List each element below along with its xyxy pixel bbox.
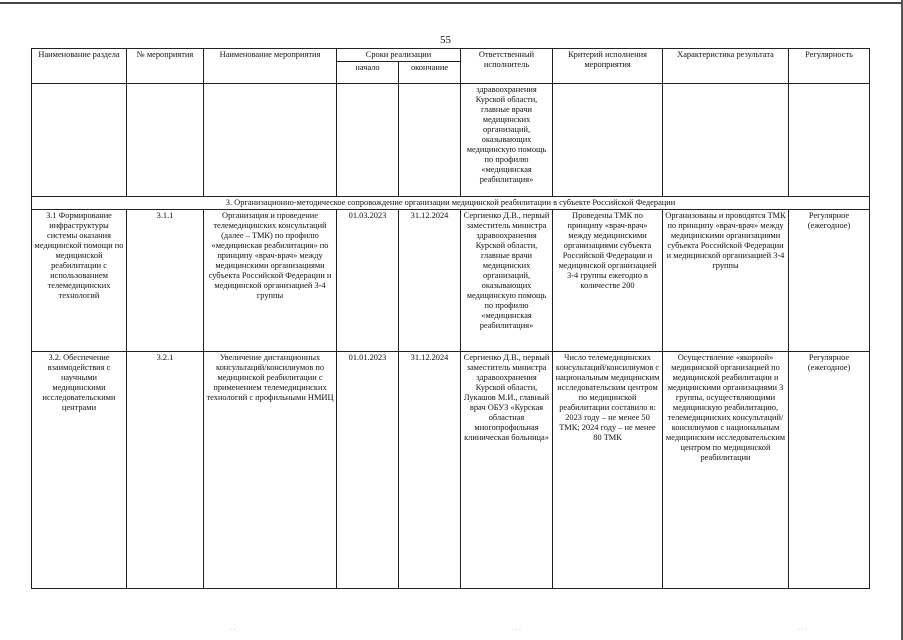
header-terms: Сроки реализации <box>337 49 461 62</box>
header-start: начало <box>337 62 399 84</box>
scan-mark: · · · <box>798 627 807 633</box>
row-end: 31.12.2024 <box>399 352 461 589</box>
scan-top-border <box>0 2 903 4</box>
section-title: 3. Организационно-методическое сопровождение организации медицинской реабилитации в субъекте Российской Федерации <box>32 197 870 210</box>
row-end: 31.12.2024 <box>399 210 461 352</box>
row-result: Организованы и проводятся ТМК по принципу «врач-врач» между медицинскими организациями субъекта Российской Федерации и медицинской организацией 3-4 группы <box>663 210 789 352</box>
page-number: 55 <box>440 34 451 46</box>
header-regularity: Регулярность <box>789 49 870 84</box>
header-result: Характеристика результата <box>663 49 789 84</box>
row-name: Увеличение дистанционных консультаций/консилиумов по медицинской реабилитации с применением телемедицинских технологий с профильными НМИЦ <box>204 352 337 589</box>
row-number: 3.2.1 <box>127 352 204 589</box>
header-number: № мероприятия <box>127 49 204 84</box>
row-name: Организация и проведение телемедицинских консультаций (далее – ТМК) по профилю «медицинская реабилитация» по принципу «врач-врач» между медицинскими организациями субъекта Российской Федерации и медицинской организацией 3-4 группы <box>204 210 337 352</box>
row-result: Осуществление «якорной» медицинской организацией по медицинской реабилитации и медицинскими организациями 3 группы, осуществляющими медицинскую реабилитацию, телемедицинских консультаций/консилиумов с национальным медицинским исследовательским центром по медицинской реабилитации <box>663 352 789 589</box>
header-section: Наименование раздела <box>32 49 127 84</box>
header-end: окончание <box>399 62 461 84</box>
header-row <box>32 49 870 62</box>
scan-mark: · · · <box>512 627 521 633</box>
activity-plan-table <box>31 48 870 589</box>
header-criterion: Критерий исполнения мероприятия <box>553 49 663 84</box>
continuation-responsible: здравоохранения Курской области, главные врачи медицинских организаций, оказывающих медицинскую помощь по профилю «медицинская реабилитация» <box>461 84 553 197</box>
row-start: 01.03.2023 <box>337 210 399 352</box>
row-responsible: Сергиенко Д.В., первый заместитель министра здравоохранения Курской области, главные врачи медицинских организаций, оказывающих медицинскую помощь по профилю «медицинская реабилитация» <box>461 210 553 352</box>
row-criterion: Число телемедицинских консультаций/консилиумов с национальным медицинским исследовательским центром по медицинской реабилитации составило в: 2023 году – не менее 50 ТМК; 2024 году – не менее 80 ТМК <box>553 352 663 589</box>
table-row <box>32 210 870 352</box>
row-start: 01.01.2023 <box>337 352 399 589</box>
header-responsible: Ответственный исполнитель <box>461 49 553 84</box>
row-responsible: Сергиенко Д.В., первый заместитель министра здравоохранения Курской области, Лукашов М.И., главный врач ОБУЗ «Курская областная многопрофильная клиническая больница» <box>461 352 553 589</box>
row-section: 3.1 Формирование инфраструктуры системы оказания медицинской помощи по медицинской реабилитации с использованием телемедицинских технологий <box>32 210 127 352</box>
continuation-row <box>32 84 870 197</box>
section-title-row <box>32 197 870 210</box>
row-number: 3.1.1 <box>127 210 204 352</box>
table-row <box>32 352 870 589</box>
row-section: 3.2. Обеспечение взаимодействия с научными медицинскими исследовательскими центрами <box>32 352 127 589</box>
header-name: Наименование мероприятия <box>204 49 337 84</box>
scan-mark: · · <box>230 627 236 633</box>
row-criterion: Проведены ТМК по принципу «врач-врач» между медицинскими организациями субъекта Российской Федерации и медицинской организацией 3-4 группы ежегодно в количестве 200 <box>553 210 663 352</box>
row-regularity: Регулярное (ежегодное) <box>789 210 870 352</box>
row-regularity: Регулярное (ежегодное) <box>789 352 870 589</box>
